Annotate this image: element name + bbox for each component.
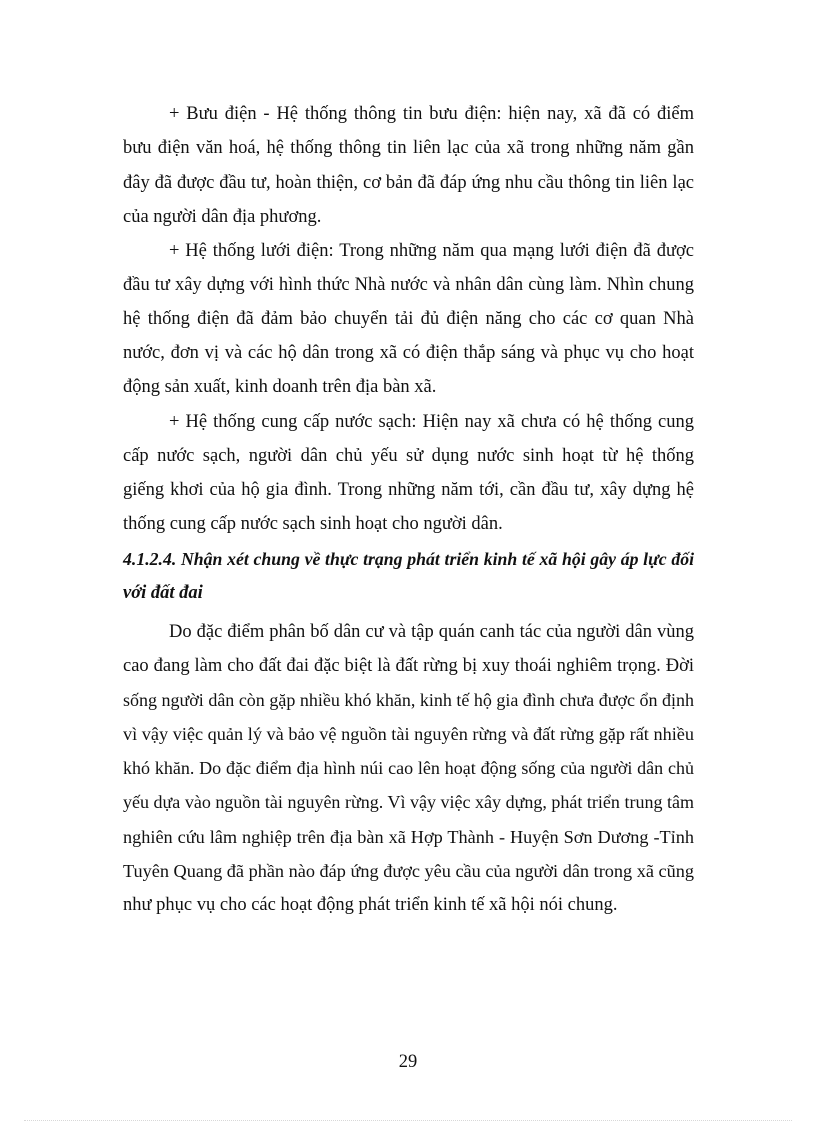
paragraph-power-line-2: đầu tư xây dựng với hình thức Nhà nước và nhân dân cùng làm. Nhìn chung	[123, 275, 694, 295]
paragraph-power-line-1: + Hệ thống lưới điện: Trong những năm qua mạng lưới điện đã được	[169, 241, 694, 261]
paragraph-power-line-4: nước, đơn vị và các hộ dân trong xã có điện thắp sáng và phục vụ cho hoạt	[123, 343, 694, 363]
section-heading-line-1: 4.1.2.4. Nhận xét chung về thực trạng phát triển kinh tế xã hội gây áp lực đối	[123, 549, 694, 569]
paragraph-water-line-4: thống cung cấp nước sạch sinh hoạt cho người dân.	[123, 514, 503, 534]
paragraph-summary-line-4: vì vậy việc quản lý và bảo vệ nguồn tài nguyên rừng và đất rừng gặp rất nhiều	[123, 724, 694, 744]
paragraph-water-line-2: cấp nước sạch, người dân chủ yếu sử dụng nước sinh hoạt từ hệ thống	[123, 446, 694, 466]
paragraph-summary-line-3: sống người dân còn gặp nhiều khó khăn, kinh tế hộ gia đình chưa được ổn định	[123, 690, 694, 710]
paragraph-power-line-3: hệ thống điện đã đảm bảo chuyển tải đủ điện năng cho các cơ quan Nhà	[123, 309, 694, 329]
section-heading-line-2: với đất đai	[123, 583, 203, 603]
paragraph-summary-line-2: cao đang làm cho đất đai đặc biệt là đất rừng bị xuy thoái nghiêm trọng. Đời	[123, 656, 694, 676]
page-number: 29	[398, 1052, 418, 1072]
paragraph-post-line-2: bưu điện văn hoá, hệ thống thông tin liên lạc của xã trong những năm gần	[123, 138, 694, 158]
paragraph-summary-line-1: Do đặc điểm phân bố dân cư và tập quán canh tác của người dân vùng	[169, 622, 694, 642]
page-bottom-divider	[24, 1120, 792, 1121]
paragraph-post-line-4: của người dân địa phương.	[123, 207, 322, 227]
paragraph-water-line-1: + Hệ thống cung cấp nước sạch: Hiện nay xã chưa có hệ thống cung	[169, 412, 694, 432]
paragraph-summary-line-6: yếu dựa vào nguồn tài nguyên rừng. Vì vậy việc xây dựng, phát triển trung tâm	[123, 792, 694, 812]
paragraph-power-line-5: động sản xuất, kinh doanh trên địa bàn xã.	[123, 377, 437, 397]
paragraph-summary-line-5: khó khăn. Do đặc điểm địa hình núi cao lên hoạt động sống của người dân chủ	[123, 758, 694, 778]
paragraph-summary-line-9: như phục vụ cho các hoạt động phát triển kinh tế xã hội nói chung.	[123, 895, 618, 915]
paragraph-post-line-3: đây đã được đầu tư, hoàn thiện, cơ bản đã đáp ứng nhu cầu thông tin liên lạc	[123, 173, 694, 193]
paragraph-summary-line-8: Tuyên Quang đã phần nào đáp ứng được yêu cầu của người dân trong xã cũng	[123, 861, 694, 881]
paragraph-summary-line-7: nghiên cứu lâm nghiệp trên địa bàn xã Hợp Thành - Huyện Sơn Dương -Tỉnh	[123, 827, 694, 847]
paragraph-water-line-3: giếng khơi của hộ gia đình. Trong những năm tới, cần đầu tư, xây dựng hệ	[123, 480, 694, 500]
paragraph-post-line-1: + Bưu điện - Hệ thống thông tin bưu điện: hiện nay, xã đã có điểm	[169, 104, 694, 124]
